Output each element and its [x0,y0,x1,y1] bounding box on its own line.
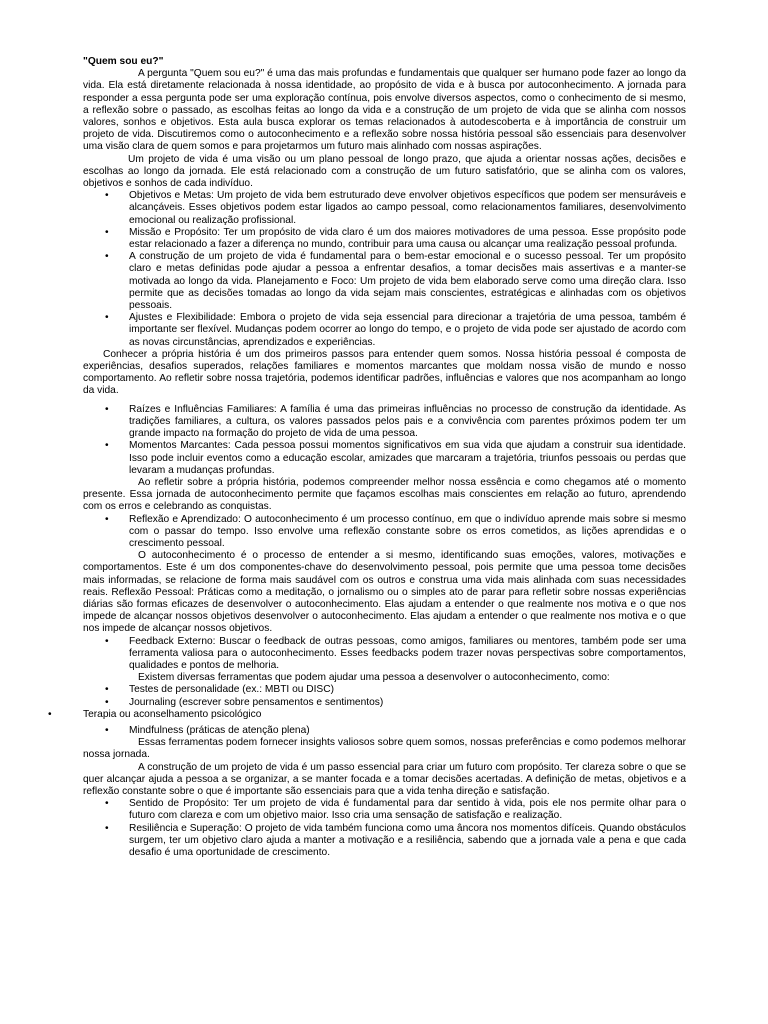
list-item: • Mindfulness (práticas de atenção plena) [83,725,686,737]
list-ferramentas [83,684,686,737]
paragraph-ferramentas: Existem diversas ferramentas que podem ajudar uma pessoa a desenvolver o autoconhecimento, como: [138,672,610,684]
list-item: • Objetivos e Metas: Um projeto de vida bem estruturado deve envolver objetivos específicos que podem ser mensuráveis e alcançáveis. Esses objetivos podem estar ligados ao campo pessoal, como relacionamentos familiares, desenvolvimento emocional ou realização profissional. [83,190,686,227]
list-proposito [83,798,686,859]
list-item: • Momentos Marcantes: Cada pessoa possui momentos significativos em sua vida que ajudam a construir sua identidade. Isso pode incluir eventos como a educação escolar, amizades que marcaram a trajetória, triunfos pessoais ou perdas que levaram a mudanças profundas. [83,440,686,477]
paragraph-insights: Essas ferramentas podem fornecer insights valiosos sobre quem somos, nossas preferências e como podemos melhorar nossa jornada. [83,737,686,761]
list-item: • Raízes e Influências Familiares: A família é uma das primeiras influências no processo de construção da identidade. As tradições familiares, a cultura, os valores passados pelos pais e a convivência com parentes próximos podem ter um grande impacto na formação do projeto de vida de uma pessoa. [83,404,686,441]
list-item: • Ajustes e Flexibilidade: Embora o projeto de vida seja essencial para direcionar a trajetória de uma pessoa, também é importante ser flexível. Mudanças podem ocorrer ao longo do tempo, e o projeto de vida pode ser ajustado de acordo com as novas circunstâncias, aprendizados e experiências. [83,312,686,349]
list-feedback [83,636,686,673]
list-item: • Missão e Propósito: Ter um propósito de vida claro é um dos maiores motivadores de uma pessoa. Esse propósito pode estar relacionado a fazer a diferença no mundo, contribuir para uma causa ou alcançar uma realização pessoal profunda. [83,227,686,251]
list-historia [83,404,686,477]
list-projeto-aspectos [83,190,686,349]
list-item: • Testes de personalidade (ex.: MBTI ou DISC) [83,684,686,696]
paragraph-historia: Conhecer a própria história é um dos primeiros passos para entender quem somos. Nossa história pessoal é composta de experiências, desafios superados, relações familiares e momentos marcantes que moldam nossa visão de mundo e nosso comportamento. Ao refletir sobre nossa trajetória, podemos identificar padrões, influências e valores que nos acompanham ao longo da vida. [83,348,686,397]
list-reflexao [83,514,686,551]
list-item: • Journaling (escrever sobre pensamentos e sentimentos) [83,697,686,709]
paragraph-construcao: A construção de um projeto de vida é um passo essencial para criar um futuro com propósito. Ter clareza sobre o que se quer alcançar ajuda a pessoa a se organizar, a se manter focada e a tomar decisões acertadas. A definição de metas, objetivos e a reflexão constante sobre o que é importante são essenciais para que a vida tenha direção e satisfação. [83,761,686,797]
document-page [83,56,686,859]
paragraph-reflexao: Ao refletir sobre a própria história, podemos compreender melhor nossa essência e como chegamos até o momento presente. Essa jornada de autoconhecimento permite que façamos escolhas mais conscientes em relação ao futuro, aprendendo com os erros e celebrando as conquistas. [83,476,686,513]
list-item: • A construção de um projeto de vida é fundamental para o bem-estar emocional e o sucesso pessoal. Ter um propósito claro e metas definidas pode ajudar a pessoa a enfrentar desafios, a tomar decisões mais assertivas e a manter-se motivada ao longo da vida. Planejamento e Foco: Um projeto de vida bem elaborado serve como uma direção clara. Isso permite que as decisões tomadas ao longo da vida sejam mais conscientes, estratégicas e alinhadas com os objetivos pessoais. [83,251,686,312]
list-item: • Sentido de Propósito: Ter um projeto de vida é fundamental para dar sentido à vida, pois ele nos permite olhar para o futuro com clareza e com um objetivo maior. Isso cria uma sensação de satisfação e realização. [83,798,686,822]
document-title: "Quem sou eu?" [83,56,164,67]
paragraph-intro: A pergunta "Quem sou eu?" é uma das mais profundas e fundamentais que qualquer ser humano pode fazer ao longo da vida. Ela está diretamente relacionada à nossa identidade, ao propósito de vida e à busca por autoconhecimento. A jornada para responder a essa pergunta pode ser uma exploração contínua, pois envolve diversos aspectos, como o conhecimento de si mesmo, a reflexão sobre o passado, as escolhas feitas ao longo da vida e a construção de um projeto de vida que se alinha com nossos valores, sonhos e objetivos. Esta aula busca explorar os temas relacionados à autodescoberta e à importância de construir um projeto de vida. Discutiremos como o autoconhecimento e a reflexão sobre nossa história pessoal são essenciais para desenvolver uma visão clara de quem somos e para projetarmos um futuro mais alinhado com nossas aspirações. [83,68,686,153]
paragraph-autoconhecimento: O autoconhecimento é o processo de entender a si mesmo, identificando suas emoções, valores, motivações e comportamentos. Este é um dos componentes-chave do desenvolvimento pessoal, pois permite que uma pessoa tome decisões mais informadas, se relacione de forma mais saudável com os outros e construa uma vida mais alinhada com suas necessidades reais. Reflexão Pessoal: Práticas como a meditação, o jornalismo ou o simples ato de parar para refletir sobre nossas experiências diárias são formas eficazes de desenvolver o autoconhecimento. Elas ajudam a entender o que realmente nos motiva e o que nos impede de alcançar nossos objetivos desenvolver o autoconhecimento. Elas ajudam a entender o que realmente nos motiva e o que nos impede de alcançar nossos objetivos. [83,550,686,635]
list-item: • Resiliência e Superação: O projeto de vida também funciona como uma âncora nos momentos difíceis. Quando obstáculos surgem, ter um objetivo claro ajuda a manter a motivação e a resiliência, sabendo que a jornada vale a pena e que cada desafio é uma oportunidade de crescimento. [83,823,686,860]
list-item: • Feedback Externo: Buscar o feedback de outras pessoas, como amigos, familiares ou mentores, também pode ser uma ferramenta valiosa para o autoconhecimento. Esses feedbacks podem trazer novas perspectivas sobre comportamentos, qualidades e pontos de melhoria. [83,636,686,673]
list-item: • Reflexão e Aprendizado: O autoconhecimento é um processo contínuo, em que o indivíduo aprende mais sobre si mesmo com o passar do tempo. Isso envolve uma reflexão constante sobre os erros cometidos, as lições aprendidas e o crescimento pessoal. [83,514,686,551]
list-item: • Terapia ou aconselhamento psicológico [50,709,686,721]
paragraph-projeto-de-vida: Um projeto de vida é uma visão ou um plano pessoal de longo prazo, que ajuda a orientar nossas ações, decisões e escolhas ao longo da jornada. Ele está relacionado com a construção de um futuro satisfatório, que se alinha com os valores, objetivos e sonhos de cada indivíduo. [83,153,686,190]
